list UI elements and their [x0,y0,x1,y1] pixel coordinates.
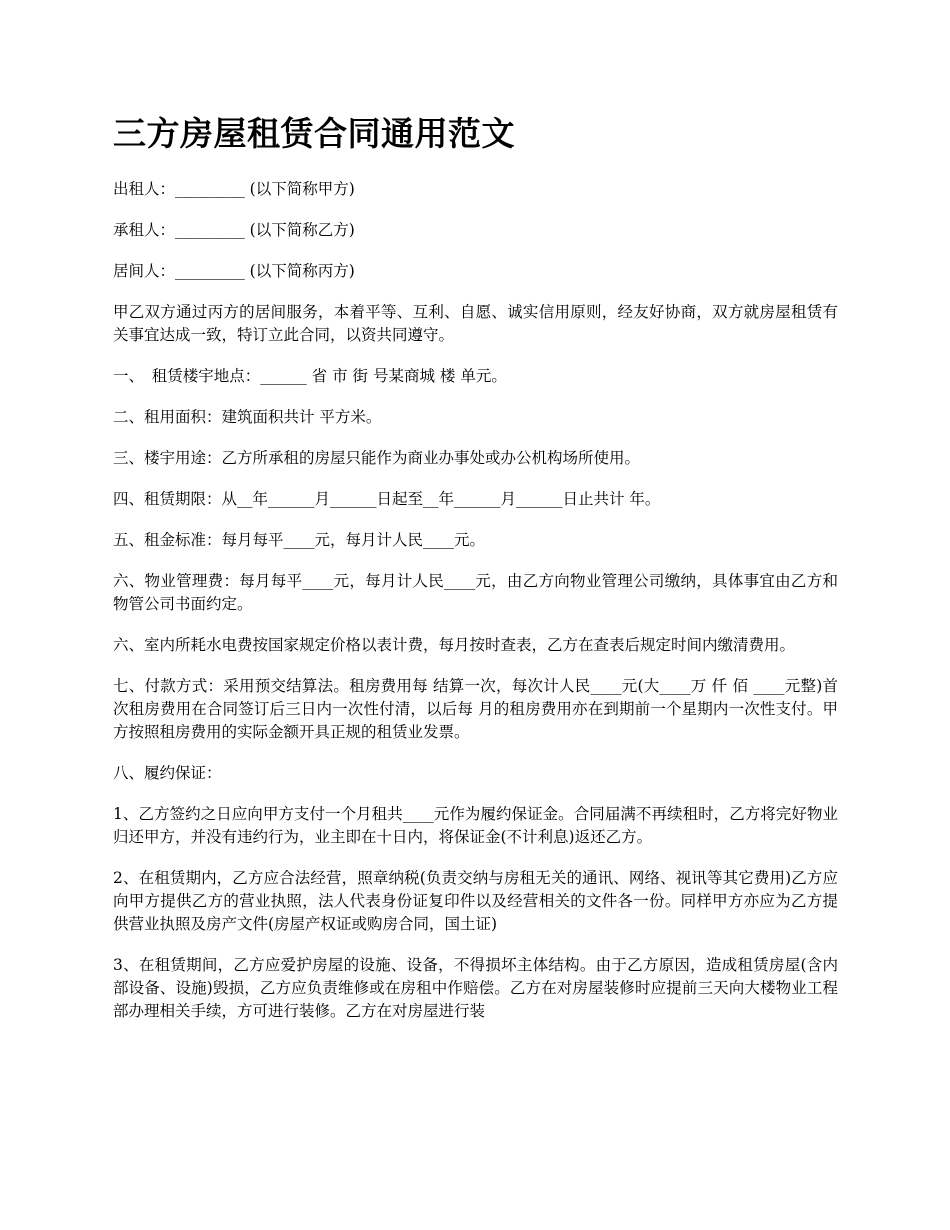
clause-rent: 五、租金标准：每月每平____元，每月计人民____元。 [113,531,486,549]
document-title: 三方房屋租赁合同通用范文 [113,114,515,153]
document-page [113,110,838,1041]
clause-location: 一、 租赁楼宇地点：______ 省 市 街 号某商城 楼 单元。 [113,367,507,385]
lessee-line: 承租人：_________ (以下简称乙方) [113,221,355,239]
guarantee-item-3: 3、在租赁期间，乙方应爱护房屋的设施、设备，不得损坏主体结构。由于乙方原因，造成租赁房屋(含内部设备、设施)毁损，乙方应负责维修或在房租中作赔偿。乙方在对房屋装修时应提前三天向大楼物业工程部办理相关手续，方可进行装修。乙方在对房屋进行装 [113,956,838,1020]
guarantee-item-2: 2、在租赁期内，乙方应合法经营，照章纳税(负责交纳与房租无关的通讯、网络、视讯等其它费用)乙方应向甲方提供乙方的营业执照，法人代表身份证复印件以及经营相关的文件各一份。同样甲方亦应为乙方提供营业执照及房产文件(房屋产权证或购房合同，国土证) [113,869,838,933]
preamble-paragraph: 甲乙双方通过丙方的居间服务，本着平等、互利、自愿、诚实信用原则，经友好协商，双方就房屋租赁有关事宜达成一致，特订立此合同，以资共同遵守。 [113,303,838,344]
guarantee-item-1: 1、乙方签约之日应向甲方支付一个月租共____元作为履约保证金。合同届满不再续租时，乙方将完好物业归还甲方，并没有违约行为，业主即在十日内，将保证金(不计利息)返还乙方。 [113,805,838,846]
intermediary-line: 居间人：_________ (以下简称丙方) [113,262,355,280]
clause-utilities: 六、室内所耗水电费按国家规定价格以表计费，每月按时查表，乙方在查表后规定时间内缴清费用。 [113,636,796,654]
clause-area: 二、租用面积：建筑面积共计 平方米。 [113,408,382,426]
clause-property-fee: 六、物业管理费：每月每平____元，每月计人民____元，由乙方向物业管理公司缴纳，具体事宜由乙方和物管公司书面约定。 [113,572,838,613]
clause-payment: 七、付款方式：采用预交结算法。租房费用每 结算一次，每次计人民____元(大____万 仟 佰 ____元整)首次租房费用在合同签订后三日内一次性付清，以后每 月的租房费用亦在到期前一个星期内一次性支付。甲方按照租房费用的实际金额开具正规的租赁业发票。 [113,677,838,741]
clause-term: 四、租赁期限：从__年______月______日起至__年______月______日止共计 年。 [113,490,661,508]
lessor-line: 出租人：_________ (以下简称甲方) [113,180,355,198]
clause-guarantee-heading: 八、履约保证： [113,764,222,782]
clause-usage: 三、楼宇用途：乙方所承租的房屋只能作为商业办事处或办公机构场所使用。 [113,449,641,467]
